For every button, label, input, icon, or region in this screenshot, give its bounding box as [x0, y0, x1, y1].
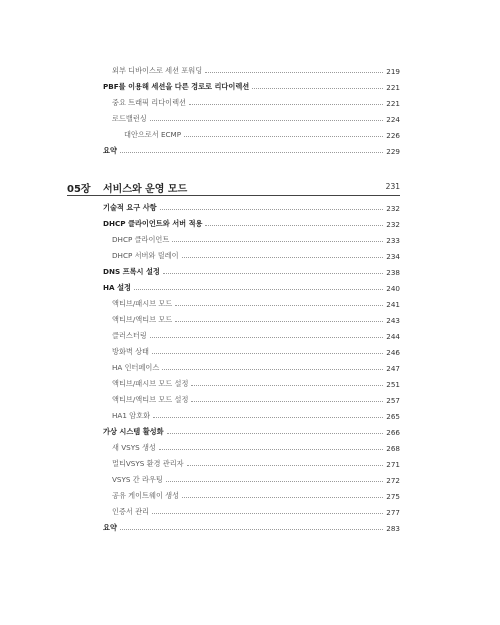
toc-entry — [0, 63, 500, 79]
dot-leader — [191, 401, 383, 402]
dot-leader — [184, 136, 383, 137]
dot-leader — [159, 449, 383, 450]
toc-entry — [0, 232, 500, 248]
chapter-title: 서비스와 운영 모드 — [103, 184, 188, 195]
toc-entry — [0, 424, 500, 440]
toc-entry-label: VSYS 간 라우팅 — [112, 475, 163, 484]
dot-leader — [162, 369, 383, 370]
toc-entry-label: 액티브/패시브 모드 설정 — [112, 379, 189, 388]
toc-entry-label: 액티브/액티브 모드 설정 — [112, 395, 189, 404]
toc-entry — [0, 328, 500, 344]
toc-entry — [0, 79, 500, 95]
toc-entry-page: 234 — [386, 251, 400, 261]
toc-entry-page: 247 — [386, 363, 400, 373]
dot-leader — [167, 433, 383, 434]
toc-entry — [0, 296, 500, 312]
toc-entry-page: 275 — [386, 491, 400, 501]
dot-leader — [205, 225, 383, 226]
toc-entry-label: PBF를 이용해 세션을 다른 경로로 리다이렉션 — [103, 82, 250, 91]
toc-entry — [0, 504, 500, 520]
dot-leader — [152, 513, 383, 514]
dot-leader — [120, 529, 383, 530]
dot-leader — [166, 481, 383, 482]
toc-entry — [0, 440, 500, 456]
dot-leader — [172, 241, 383, 242]
toc-entry-page: 277 — [386, 507, 400, 517]
toc-entry-page: 272 — [386, 475, 400, 485]
toc-entry — [0, 200, 500, 216]
toc-entry-label: 방화벽 상태 — [112, 347, 150, 356]
toc-entry-label: 액티브/패시브 모드 — [112, 299, 173, 308]
dot-leader — [120, 152, 383, 153]
toc-entry-label: HA1 암호화 — [112, 411, 151, 420]
toc-entry-label: HA 설정 — [103, 283, 131, 292]
toc-entry-label: 클러스터링 — [112, 331, 147, 340]
toc-entry-page: 233 — [386, 235, 400, 245]
toc-entry-label: 공유 게이트웨이 생성 — [112, 491, 180, 500]
dot-leader — [175, 305, 383, 306]
toc-entry-page: 266 — [386, 427, 400, 437]
dot-leader — [205, 72, 383, 73]
dot-leader — [134, 289, 383, 290]
toc-entry-label: DHCP 클라이언트와 서버 적용 — [103, 219, 203, 228]
toc-entry-label: DNS 프록시 설정 — [103, 267, 160, 276]
toc-entry-page: 251 — [386, 379, 400, 389]
toc-entry — [0, 248, 500, 264]
toc-entry-page: 240 — [386, 283, 400, 293]
dot-leader — [175, 321, 383, 322]
dot-leader — [191, 385, 383, 386]
toc-entry-label: DHCP 서버와 릴레이 — [112, 251, 179, 260]
toc-entry — [0, 127, 500, 143]
toc-entry-label: 액티브/액티브 모드 — [112, 315, 173, 324]
toc-entry — [0, 143, 500, 159]
toc-entry-label: 외부 디바이스로 세션 포워딩 — [112, 66, 203, 75]
dot-leader — [187, 465, 383, 466]
toc-entry-page: 221 — [386, 82, 400, 92]
dot-leader — [150, 120, 383, 121]
toc-entry-page: 244 — [386, 331, 400, 341]
toc-entry — [0, 312, 500, 328]
toc-entry-page: 232 — [386, 203, 400, 213]
toc-entry-label: 요약 — [103, 523, 117, 532]
toc-entry-page: 219 — [386, 66, 400, 76]
toc-entry — [0, 216, 500, 232]
toc-entry — [0, 376, 500, 392]
chapter-heading — [0, 180, 500, 196]
toc-entry-label: 가상 시스템 활성화 — [103, 427, 164, 436]
toc-entry — [0, 344, 500, 360]
toc-entry-page: 271 — [386, 459, 400, 469]
toc-entry-label: 인증서 관리 — [112, 507, 150, 516]
dot-leader — [182, 257, 383, 258]
toc-entry-page: 238 — [386, 267, 400, 277]
toc-entry-label: 기술적 요구 사항 — [103, 203, 157, 212]
toc-entry-page: 241 — [386, 299, 400, 309]
toc-entry — [0, 472, 500, 488]
toc-entry — [0, 280, 500, 296]
toc-entry — [0, 111, 500, 127]
dot-leader — [152, 353, 383, 354]
toc-entry-page: 246 — [386, 347, 400, 357]
toc-entry-label: 로드밸런싱 — [112, 114, 147, 123]
toc-entry-label: HA 인터페이스 — [112, 363, 160, 372]
toc-entry — [0, 520, 500, 536]
dot-leader — [189, 104, 383, 105]
toc-entry-page: 257 — [386, 395, 400, 405]
toc-entry — [0, 488, 500, 504]
toc-entry-page: 226 — [386, 130, 400, 140]
toc-entry-page: 224 — [386, 114, 400, 124]
dot-leader — [150, 337, 383, 338]
toc-entry-label: 중요 트래픽 리다이렉션 — [112, 98, 187, 107]
dot-leader — [163, 273, 383, 274]
toc-entry — [0, 456, 500, 472]
dot-leader — [182, 497, 383, 498]
dot-leader — [153, 417, 383, 418]
toc-entry — [0, 360, 500, 376]
toc-entry — [0, 392, 500, 408]
toc-entry — [0, 408, 500, 424]
toc-entry-label: 대안으로서 ECMP — [124, 130, 182, 139]
toc-entry-page: 229 — [386, 146, 400, 156]
toc-entry-label: 요약 — [103, 146, 117, 155]
dot-leader — [160, 209, 383, 210]
toc-entry — [0, 95, 500, 111]
chapter-number: 05장 — [67, 184, 91, 195]
chapter-page: 231 — [385, 182, 400, 191]
toc-entry-page: 265 — [386, 411, 400, 421]
toc-entry-label: 멀티VSYS 환경 관리자 — [112, 459, 184, 468]
toc-entry-page: 283 — [386, 523, 400, 533]
toc-entry-page: 221 — [386, 98, 400, 108]
toc-entry — [0, 264, 500, 280]
chapter-rule — [67, 195, 400, 196]
toc-entry-page: 243 — [386, 315, 400, 325]
toc-entry-page: 232 — [386, 219, 400, 229]
dot-leader — [252, 88, 383, 89]
toc-entry-label: DHCP 클라이언트 — [112, 235, 170, 244]
toc-entry-label: 새 VSYS 생성 — [112, 443, 156, 452]
toc-entry-page: 268 — [386, 443, 400, 453]
